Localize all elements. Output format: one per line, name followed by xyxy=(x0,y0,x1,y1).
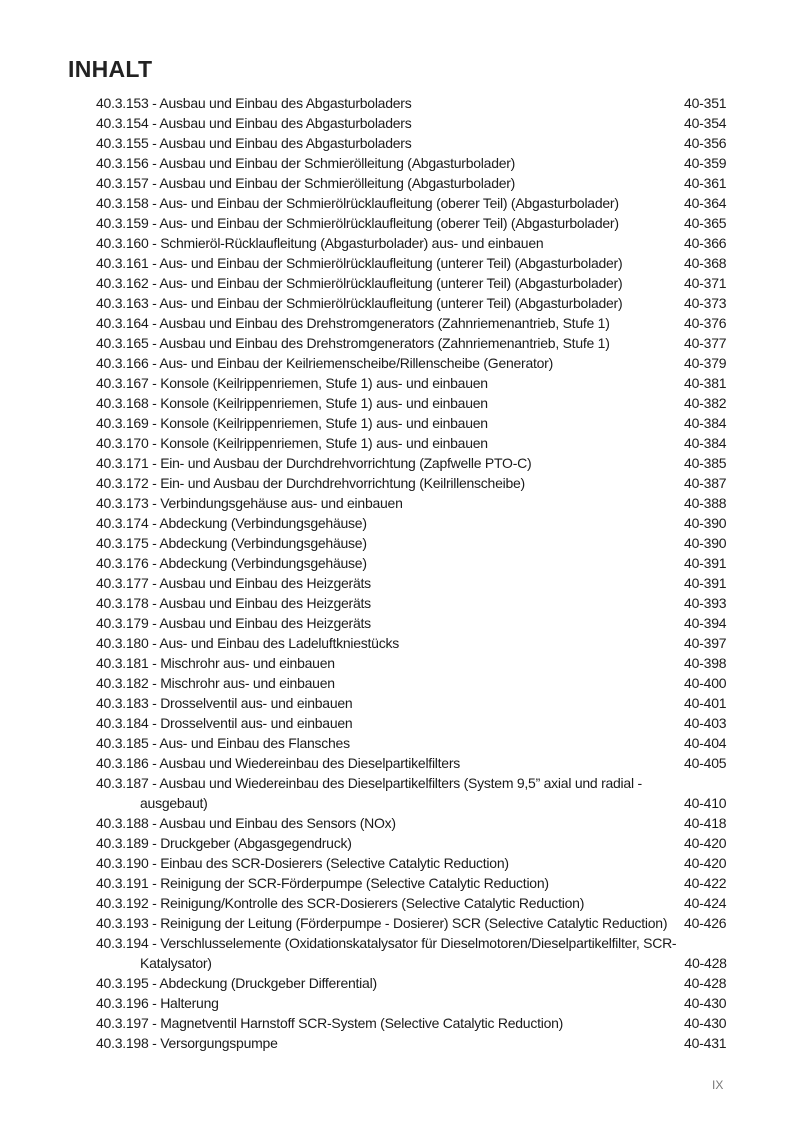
toc-entry-page: 40-430 xyxy=(684,995,727,1011)
toc-entry-title xyxy=(96,273,684,293)
toc-entry-page: 40-431 xyxy=(684,1035,727,1051)
toc-entry-title xyxy=(96,193,684,213)
toc-entry-page: 40-373 xyxy=(684,295,727,311)
toc-entry-page: 40-376 xyxy=(684,315,727,331)
toc-entry-title xyxy=(96,253,684,273)
toc-entry-title xyxy=(96,673,684,693)
toc-entry[interactable] xyxy=(96,413,728,433)
toc-entry-title-line: 40.3.183 - Drosselventil aus- und einbauen xyxy=(96,695,353,711)
toc-entry[interactable] xyxy=(96,213,728,233)
toc-entry-title-line: 40.3.171 - Ein- und Ausbau der Durchdrehvorrichtung (Zapfwelle PTO-C) xyxy=(96,455,532,471)
toc-entry-title xyxy=(96,733,684,753)
toc-entry[interactable] xyxy=(96,473,728,493)
toc-entry-title-line: 40.3.177 - Ausbau und Einbau des Heizgeräts xyxy=(96,575,371,591)
toc-entry-title-continuation: Katalysator) xyxy=(140,955,212,971)
toc-entry-title xyxy=(96,933,684,973)
toc-entry-title xyxy=(96,453,684,473)
toc-entry-title xyxy=(96,213,684,233)
toc-entry-page: 40-385 xyxy=(684,455,727,471)
toc-entry-title-line: 40.3.160 - Schmieröl-Rücklaufleitung (Abgasturbolader) aus- und einbauen xyxy=(96,235,544,251)
toc-entry-title xyxy=(96,413,684,433)
toc-entry[interactable] xyxy=(96,253,728,273)
toc-entry-page: 40-398 xyxy=(684,655,727,671)
toc-entry-title-line: 40.3.159 - Aus- und Einbau der Schmierölrücklaufleitung (oberer Teil) (Abgasturbolader) xyxy=(96,215,619,231)
toc-entry-title-line: 40.3.162 - Aus- und Einbau der Schmierölrücklaufleitung (unterer Teil) (Abgasturbolader) xyxy=(96,275,623,291)
toc-entry-page: 40-400 xyxy=(684,675,727,691)
toc-entry-page: 40-390 xyxy=(684,535,727,551)
toc-entry-title xyxy=(96,473,684,493)
toc-entry[interactable] xyxy=(96,373,728,393)
toc-entry-title-line: 40.3.191 - Reinigung der SCR-Förderpumpe (Selective Catalytic Reduction) xyxy=(96,875,549,891)
toc-entry-title-line: 40.3.168 - Konsole (Keilrippenriemen, Stufe 1) aus- und einbauen xyxy=(96,395,488,411)
toc-entry-title xyxy=(96,913,684,933)
toc-entry-title-line: 40.3.176 - Abdeckung (Verbindungsgehäuse) xyxy=(96,555,367,571)
toc-entry-title xyxy=(96,353,684,373)
toc-entry[interactable] xyxy=(96,753,728,773)
toc-entry[interactable] xyxy=(96,913,728,933)
toc-entry-title xyxy=(96,973,684,993)
toc-entry[interactable] xyxy=(96,973,728,993)
toc-entry-page: 40-422 xyxy=(684,875,727,891)
toc-entry-title-line: 40.3.170 - Konsole (Keilrippenriemen, Stufe 1) aus- und einbauen xyxy=(96,435,488,451)
toc-entry-page: 40-424 xyxy=(684,895,727,911)
page-number: IX xyxy=(712,1078,724,1092)
toc-entry-title-line: 40.3.194 - Verschlusselemente (Oxidationskatalysator für Dieselmotoren/Dieselpartikelfilter, SCR- xyxy=(96,935,677,951)
toc-entry-page: 40-377 xyxy=(684,335,727,351)
toc-entry[interactable] xyxy=(96,873,728,893)
toc-entry[interactable] xyxy=(96,533,728,553)
toc-entry[interactable] xyxy=(96,313,728,333)
toc-entry-page: 40-428 xyxy=(684,955,727,971)
toc-entry-page: 40-393 xyxy=(684,595,727,611)
toc-entry[interactable] xyxy=(96,993,728,1013)
toc-entry[interactable] xyxy=(96,633,728,653)
toc-entry-page: 40-420 xyxy=(684,835,727,851)
toc-entry-title xyxy=(96,873,684,893)
toc-entry-title xyxy=(96,893,684,913)
toc-entry[interactable] xyxy=(96,273,728,293)
toc-entry-page: 40-351 xyxy=(684,95,727,111)
toc-entry-title xyxy=(96,393,684,413)
toc-entry[interactable] xyxy=(96,613,728,633)
toc-entry-page: 40-391 xyxy=(684,575,727,591)
toc-entry-title-line: 40.3.161 - Aus- und Einbau der Schmierölrücklaufleitung (unterer Teil) (Abgasturbolader) xyxy=(96,255,623,271)
toc-entry-title-line: 40.3.178 - Ausbau und Einbau des Heizgeräts xyxy=(96,595,371,611)
toc-entry-page: 40-384 xyxy=(684,435,727,451)
toc-entry[interactable] xyxy=(96,193,728,213)
toc-entry[interactable] xyxy=(96,93,728,113)
toc-entry[interactable] xyxy=(96,113,728,133)
toc-entry-page: 40-366 xyxy=(684,235,727,251)
toc-entry-page: 40-356 xyxy=(684,135,727,151)
toc-entry-title-line: 40.3.196 - Halterung xyxy=(96,995,219,1011)
toc-entry[interactable] xyxy=(96,333,728,353)
toc-entry-title-line: 40.3.157 - Ausbau und Einbau der Schmierölleitung (Abgasturbolader) xyxy=(96,175,516,191)
toc-entry-title-line: 40.3.164 - Ausbau und Einbau des Drehstromgenerators (Zahnriemenantrieb, Stufe 1) xyxy=(96,315,610,331)
toc-entry-title-line: 40.3.179 - Ausbau und Einbau des Heizgeräts xyxy=(96,615,371,631)
toc-entry-title xyxy=(96,1033,684,1053)
toc-entry-title xyxy=(96,713,684,733)
toc-entry-title xyxy=(96,693,684,713)
toc-entry-title xyxy=(96,313,684,333)
toc-entry-title-line: 40.3.198 - Versorgungspumpe xyxy=(96,1035,278,1051)
toc-entry-title xyxy=(96,153,684,173)
toc-entry[interactable] xyxy=(96,553,728,573)
toc-entry[interactable] xyxy=(96,353,728,373)
toc-entry[interactable] xyxy=(96,1033,728,1053)
toc-entry-title xyxy=(96,373,684,393)
toc-entry-title xyxy=(96,493,684,513)
toc-entry-title-line: 40.3.155 - Ausbau und Einbau des Abgasturboladers xyxy=(96,135,412,151)
toc-entry-title-line: 40.3.174 - Abdeckung (Verbindungsgehäuse) xyxy=(96,515,367,531)
toc-entry-title-line: 40.3.192 - Reinigung/Kontrolle des SCR-Dosierers (Selective Catalytic Reduction) xyxy=(96,895,585,911)
toc-entry-title-continuation: ausgebaut) xyxy=(140,795,208,811)
toc-entry-title xyxy=(96,613,684,633)
toc-entry-page: 40-359 xyxy=(684,155,727,171)
toc-entry-title xyxy=(96,753,684,773)
toc-entry-title-line: 40.3.154 - Ausbau und Einbau des Abgasturboladers xyxy=(96,115,412,131)
toc-entry-title-line: 40.3.158 - Aus- und Einbau der Schmierölrücklaufleitung (oberer Teil) (Abgasturbolader) xyxy=(96,195,619,211)
toc-entry[interactable] xyxy=(96,773,728,813)
toc-entry-title-line: 40.3.165 - Ausbau und Einbau des Drehstromgenerators (Zahnriemenantrieb, Stufe 1) xyxy=(96,335,610,351)
toc-entry-title xyxy=(96,173,684,193)
toc-entry[interactable] xyxy=(96,493,728,513)
toc-entry-page: 40-387 xyxy=(684,475,727,491)
toc-entry-title-line: 40.3.193 - Reinigung der Leitung (Förderpumpe - Dosierer) SCR (Selective Catalytic Reduction) xyxy=(96,915,668,931)
toc-entry-title xyxy=(96,93,684,113)
toc-entry-page: 40-391 xyxy=(684,555,727,571)
toc-entry-title xyxy=(96,1013,684,1033)
toc-entry-page: 40-382 xyxy=(684,395,727,411)
toc-entry-title xyxy=(96,293,684,313)
toc-entry-title-line: 40.3.187 - Ausbau und Wiedereinbau des Dieselpartikelfilters (System 9,5” axial und radial - xyxy=(96,775,642,791)
toc-entry-title xyxy=(96,233,684,253)
toc-entry[interactable] xyxy=(96,293,728,313)
toc-entry-page: 40-403 xyxy=(684,715,727,731)
toc-entry-page: 40-410 xyxy=(684,795,727,811)
toc-entry[interactable] xyxy=(96,573,728,593)
toc-entry-title-line: 40.3.185 - Aus- und Einbau des Flansches xyxy=(96,735,350,751)
toc-entry-title-line: 40.3.166 - Aus- und Einbau der Keilriemenscheibe/Rillenscheibe (Generator) xyxy=(96,355,553,371)
toc-entry[interactable] xyxy=(96,433,728,453)
toc-entry-page: 40-388 xyxy=(684,495,727,511)
toc-entry[interactable] xyxy=(96,593,728,613)
toc-entry-title-line: 40.3.175 - Abdeckung (Verbindungsgehäuse) xyxy=(96,535,367,551)
toc-entry-page: 40-430 xyxy=(684,1015,727,1031)
toc-entry-page: 40-420 xyxy=(684,855,727,871)
toc-entry[interactable] xyxy=(96,713,728,733)
toc-entry[interactable] xyxy=(96,393,728,413)
toc-entry[interactable] xyxy=(96,693,728,713)
toc-entry-page: 40-354 xyxy=(684,115,727,131)
toc-entry-title-line: 40.3.186 - Ausbau und Wiedereinbau des Dieselpartikelfilters xyxy=(96,755,461,771)
toc-entry-title-line: 40.3.184 - Drosselventil aus- und einbauen xyxy=(96,715,353,731)
toc-entry-title xyxy=(96,993,684,1013)
toc-entry[interactable] xyxy=(96,933,728,973)
toc-entry-title-line: 40.3.189 - Druckgeber (Abgasgegendruck) xyxy=(96,835,352,851)
toc-entry-page: 40-371 xyxy=(684,275,727,291)
toc-entry-page: 40-368 xyxy=(684,255,727,271)
toc-entry-title-line: 40.3.188 - Ausbau und Einbau des Sensors (NOx) xyxy=(96,815,396,831)
toc-entry-title-line: 40.3.195 - Abdeckung (Druckgeber Differential) xyxy=(96,975,377,991)
toc-entry[interactable] xyxy=(96,653,728,673)
toc-entry[interactable] xyxy=(96,673,728,693)
toc-entry-title-line: 40.3.173 - Verbindungsgehäuse aus- und einbauen xyxy=(96,495,403,511)
toc-entry-title xyxy=(96,513,684,533)
toc-entry-title xyxy=(96,653,684,673)
toc-entry-title xyxy=(96,773,684,813)
toc-entry-page: 40-379 xyxy=(684,355,727,371)
toc-entry-page: 40-401 xyxy=(684,695,727,711)
toc-entry[interactable] xyxy=(96,833,728,853)
toc-entry-title-line: 40.3.169 - Konsole (Keilrippenriemen, Stufe 1) aus- und einbauen xyxy=(96,415,488,431)
toc-entry[interactable] xyxy=(96,813,728,833)
toc-entry-page: 40-390 xyxy=(684,515,727,531)
toc-entry-title xyxy=(96,433,684,453)
toc-entry[interactable] xyxy=(96,173,728,193)
toc-entry-title xyxy=(96,573,684,593)
toc-entry-page: 40-404 xyxy=(684,735,727,751)
toc-entry-title-line: 40.3.181 - Mischrohr aus- und einbauen xyxy=(96,655,335,671)
toc-entry-title xyxy=(96,113,684,133)
toc-entry-title-line: 40.3.190 - Einbau des SCR-Dosierers (Selective Catalytic Reduction) xyxy=(96,855,509,871)
toc-entry-title-line: 40.3.163 - Aus- und Einbau der Schmierölrücklaufleitung (unterer Teil) (Abgasturbolader) xyxy=(96,295,623,311)
toc-entry-page: 40-418 xyxy=(684,815,727,831)
toc-entry-title-line: 40.3.182 - Mischrohr aus- und einbauen xyxy=(96,675,335,691)
toc-entry[interactable] xyxy=(96,133,728,153)
toc-entry-page: 40-365 xyxy=(684,215,727,231)
toc-entry-title-line: 40.3.153 - Ausbau und Einbau des Abgasturboladers xyxy=(96,95,412,111)
toc-entry[interactable] xyxy=(96,233,728,253)
toc-entry-page: 40-364 xyxy=(684,195,727,211)
page-title: INHALT xyxy=(68,56,153,82)
toc-entry-title xyxy=(96,833,684,853)
toc-entry-page: 40-394 xyxy=(684,615,727,631)
toc-entry-title xyxy=(96,633,684,653)
toc-entry[interactable] xyxy=(96,153,728,173)
toc-entry-title xyxy=(96,553,684,573)
toc-entry-title xyxy=(96,333,684,353)
toc-entry-page: 40-361 xyxy=(684,175,727,191)
toc-entry[interactable] xyxy=(96,453,728,473)
toc-entry-page: 40-405 xyxy=(684,755,727,771)
toc-entry-title xyxy=(96,853,684,873)
toc-entry[interactable] xyxy=(96,853,728,873)
toc-entry-page: 40-381 xyxy=(684,375,727,391)
toc-entry-page: 40-397 xyxy=(684,635,727,651)
toc-entry-page: 40-384 xyxy=(684,415,727,431)
toc-entry[interactable] xyxy=(96,1013,728,1033)
toc-entry-title xyxy=(96,133,684,153)
toc-entry-page: 40-428 xyxy=(684,975,727,991)
toc-entry-title-line: 40.3.167 - Konsole (Keilrippenriemen, Stufe 1) aus- und einbauen xyxy=(96,375,488,391)
toc-entry[interactable] xyxy=(96,513,728,533)
toc-entry-title-line: 40.3.180 - Aus- und Einbau des Ladeluftkniestücks xyxy=(96,635,399,651)
toc-entry-title xyxy=(96,813,684,833)
toc-entry-title xyxy=(96,593,684,613)
toc-entry[interactable] xyxy=(96,893,728,913)
toc-entry-title-line: 40.3.172 - Ein- und Ausbau der Durchdrehvorrichtung (Keilrillenscheibe) xyxy=(96,475,525,491)
toc-entry[interactable] xyxy=(96,733,728,753)
toc-entry-title-line: 40.3.156 - Ausbau und Einbau der Schmierölleitung (Abgasturbolader) xyxy=(96,155,516,171)
toc-entry-title-line: 40.3.197 - Magnetventil Harnstoff SCR-System (Selective Catalytic Reduction) xyxy=(96,1015,564,1031)
toc-entry-page: 40-426 xyxy=(684,915,727,931)
table-of-contents xyxy=(96,93,728,1053)
toc-entry-title xyxy=(96,533,684,553)
